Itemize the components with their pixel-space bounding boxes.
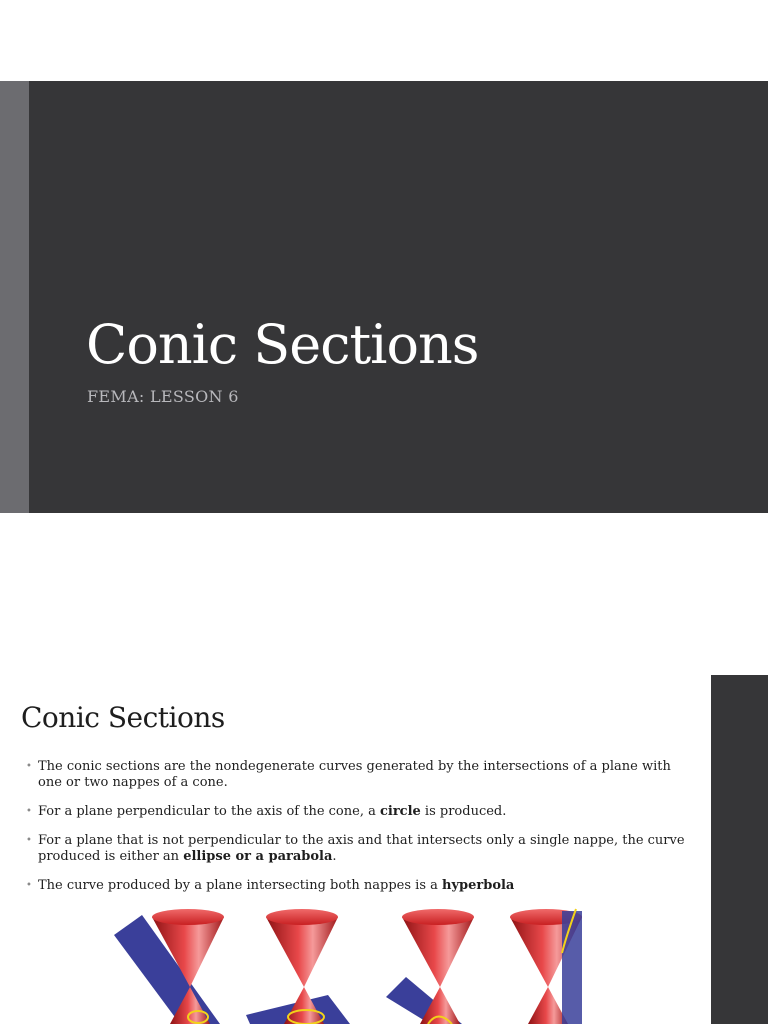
slide-subtitle: FEMA: LESSON 6: [87, 387, 239, 406]
cone-circle: [114, 909, 224, 1024]
cone-top: [152, 909, 224, 925]
accent-bar: [0, 81, 29, 513]
cone-parabola: [386, 909, 474, 1024]
bullet-item: [26, 878, 686, 894]
bullet-text: For a plane that is not perpendicular to the axis and that intersects only a single nappe, the curve produced is either an: [38, 833, 685, 864]
bullet-item: [26, 804, 686, 820]
slide-heading: Conic Sections: [21, 701, 225, 734]
cone-ellipse: [246, 909, 350, 1024]
bullet-dot-icon: •: [26, 835, 32, 846]
bullet-text: .: [332, 849, 337, 864]
bullet-bold-term: circle: [379, 804, 421, 819]
bullet-item: [26, 833, 686, 865]
bullet-bold-term: ellipse or a parabola: [183, 849, 333, 864]
cone-hyperbola: [510, 909, 582, 1024]
bullet-text: For a plane perpendicular to the axis of the cone, a: [38, 804, 380, 819]
bullet-bold-term: hyperbola: [442, 878, 515, 893]
cone-top: [402, 909, 474, 925]
content-slide: [0, 675, 768, 1024]
bullet-dot-icon: •: [26, 806, 32, 817]
bullet-list: [26, 759, 686, 907]
upper-nappe: [402, 917, 474, 987]
bullet-item: [26, 759, 686, 791]
cone-top: [266, 909, 338, 925]
title-slide: [0, 81, 768, 513]
bullet-text: The conic sections are the nondegenerate curves generated by the intersections of a plane with one or two nappes of a cone.: [38, 759, 671, 790]
bullet-dot-icon: •: [26, 880, 32, 891]
bullet-text: is produced.: [420, 804, 507, 819]
cutting-plane: [562, 911, 582, 1024]
bullet-dot-icon: •: [26, 761, 32, 772]
conic-sections-illustration: [110, 907, 590, 1024]
upper-nappe: [266, 917, 338, 987]
bullet-text: The curve produced by a plane intersecting both nappes is a: [38, 878, 443, 893]
slide-title: Conic Sections: [86, 313, 479, 376]
side-accent-bar: [711, 675, 768, 1024]
